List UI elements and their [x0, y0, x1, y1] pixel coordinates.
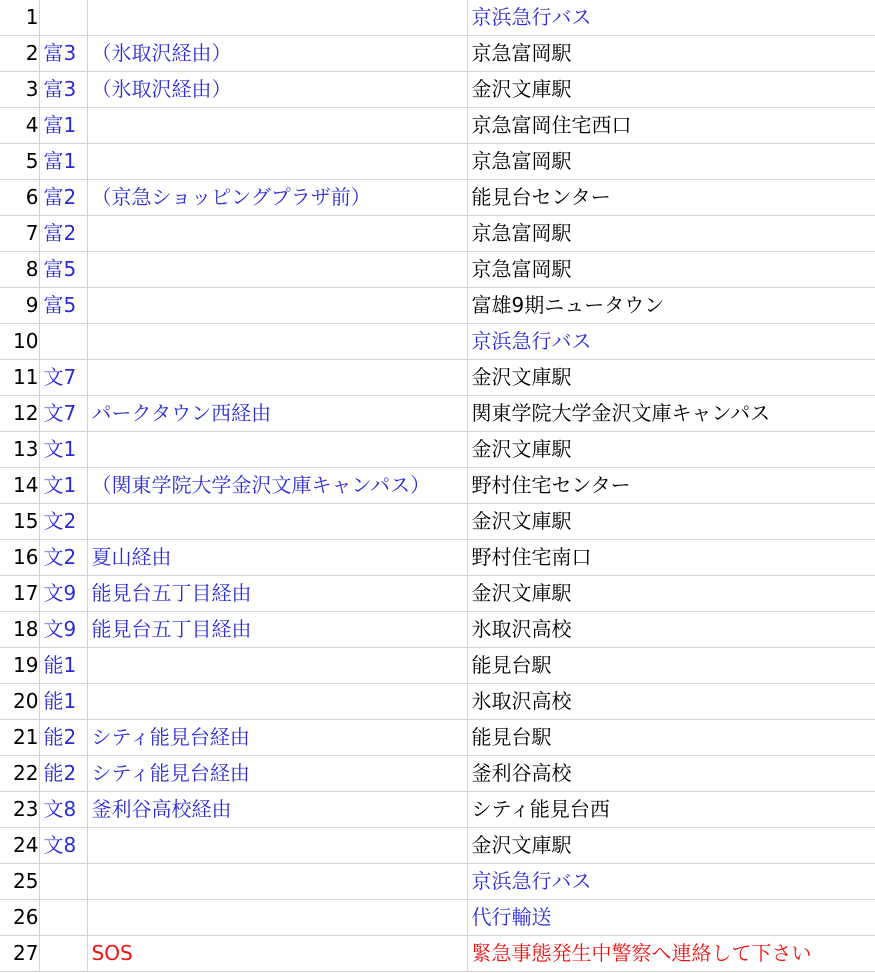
destination-cell[interactable]: 金沢文庫駅 — [467, 576, 875, 612]
destination-cell[interactable]: 京急富岡駅 — [467, 144, 875, 180]
table-row — [0, 72, 875, 108]
table-row — [0, 252, 875, 288]
row-number-cell[interactable]: 23 — [0, 792, 39, 828]
via-cell[interactable] — [87, 108, 467, 144]
route-cell[interactable]: 富5 — [39, 252, 87, 288]
via-cell[interactable]: 能見台五丁目経由 — [87, 612, 467, 648]
table-row — [0, 684, 875, 720]
route-cell[interactable]: 文2 — [39, 540, 87, 576]
route-cell[interactable]: 文7 — [39, 396, 87, 432]
route-cell[interactable]: 富5 — [39, 288, 87, 324]
destination-cell[interactable]: 金沢文庫駅 — [467, 828, 875, 864]
route-cell[interactable]: 文1 — [39, 432, 87, 468]
via-cell[interactable]: （氷取沢経由） — [87, 72, 467, 108]
route-cell[interactable]: 富2 — [39, 180, 87, 216]
row-number-cell[interactable]: 16 — [0, 540, 39, 576]
via-cell[interactable] — [87, 324, 467, 360]
row-number-cell[interactable]: 14 — [0, 468, 39, 504]
table-row — [0, 648, 875, 684]
route-cell[interactable] — [39, 0, 87, 36]
route-cell[interactable]: 富3 — [39, 72, 87, 108]
via-cell[interactable]: シティ能見台経由 — [87, 756, 467, 792]
route-cell[interactable] — [39, 900, 87, 936]
table-row — [0, 864, 875, 900]
table-row — [0, 612, 875, 648]
table-row — [0, 792, 875, 828]
row-number-cell[interactable]: 19 — [0, 648, 39, 684]
route-cell[interactable]: 文1 — [39, 468, 87, 504]
destination-cell[interactable]: 金沢文庫駅 — [467, 360, 875, 396]
table-row — [0, 360, 875, 396]
row-number-cell[interactable]: 21 — [0, 720, 39, 756]
route-cell[interactable]: 文2 — [39, 504, 87, 540]
destination-cell[interactable]: 能見台センター — [467, 180, 875, 216]
table-row — [0, 756, 875, 792]
route-cell[interactable]: 文9 — [39, 612, 87, 648]
destination-cell[interactable]: 京急富岡駅 — [467, 36, 875, 72]
table-row — [0, 936, 875, 972]
route-cell[interactable]: 富1 — [39, 144, 87, 180]
via-cell[interactable] — [87, 0, 467, 36]
via-cell[interactable] — [87, 504, 467, 540]
via-cell[interactable]: 能見台五丁目経由 — [87, 576, 467, 612]
destination-cell[interactable]: 氷取沢高校 — [467, 612, 875, 648]
via-cell[interactable] — [87, 900, 467, 936]
destination-cell[interactable]: 氷取沢高校 — [467, 684, 875, 720]
table-row — [0, 432, 875, 468]
destination-cell[interactable]: 京急富岡駅 — [467, 252, 875, 288]
row-number-cell[interactable]: 9 — [0, 288, 39, 324]
row-number-cell[interactable]: 13 — [0, 432, 39, 468]
table-row — [0, 216, 875, 252]
via-cell[interactable]: シティ能見台経由 — [87, 720, 467, 756]
route-cell[interactable] — [39, 936, 87, 972]
table-row — [0, 180, 875, 216]
destination-cell[interactable]: シティ能見台西 — [467, 792, 875, 828]
destination-cell[interactable]: 野村住宅南口 — [467, 540, 875, 576]
row-number-cell[interactable]: 11 — [0, 360, 39, 396]
destination-cell[interactable]: 富雄9期ニュータウン — [467, 288, 875, 324]
destination-cell[interactable]: 能見台駅 — [467, 720, 875, 756]
route-cell[interactable]: 文8 — [39, 828, 87, 864]
route-cell[interactable]: 能2 — [39, 720, 87, 756]
row-number-cell[interactable]: 10 — [0, 324, 39, 360]
table-row — [0, 504, 875, 540]
row-number-cell[interactable]: 17 — [0, 576, 39, 612]
row-number-cell[interactable]: 24 — [0, 828, 39, 864]
destination-cell[interactable]: 能見台駅 — [467, 648, 875, 684]
destination-cell[interactable]: 金沢文庫駅 — [467, 72, 875, 108]
row-number-cell[interactable]: 2 — [0, 36, 39, 72]
row-number-cell[interactable]: 15 — [0, 504, 39, 540]
destination-cell[interactable]: 代行輸送 — [467, 900, 875, 936]
route-cell[interactable]: 富1 — [39, 108, 87, 144]
destination-cell[interactable]: 緊急事態発生中警察へ連絡して下さい — [467, 936, 875, 972]
row-number-cell[interactable]: 20 — [0, 684, 39, 720]
row-number-cell[interactable]: 26 — [0, 900, 39, 936]
table-row — [0, 396, 875, 432]
table-row — [0, 540, 875, 576]
row-number-cell[interactable]: 5 — [0, 144, 39, 180]
via-cell[interactable] — [87, 288, 467, 324]
row-number-cell[interactable]: 7 — [0, 216, 39, 252]
via-cell[interactable]: 釜利谷高校経由 — [87, 792, 467, 828]
via-cell[interactable] — [87, 864, 467, 900]
table-row — [0, 324, 875, 360]
via-cell[interactable] — [87, 684, 467, 720]
row-number-cell[interactable]: 18 — [0, 612, 39, 648]
route-cell[interactable]: 文9 — [39, 576, 87, 612]
row-number-cell[interactable]: 4 — [0, 108, 39, 144]
table-row — [0, 288, 875, 324]
via-cell[interactable] — [87, 648, 467, 684]
destination-cell[interactable]: 京浜急行バス — [467, 0, 875, 36]
via-cell[interactable] — [87, 828, 467, 864]
table-row — [0, 468, 875, 504]
destination-cell[interactable]: 金沢文庫駅 — [467, 504, 875, 540]
table-row — [0, 720, 875, 756]
via-cell[interactable]: （関東学院大学金沢文庫キャンパス） — [87, 468, 467, 504]
route-cell[interactable] — [39, 324, 87, 360]
table-row — [0, 0, 875, 36]
row-number-cell[interactable]: 1 — [0, 0, 39, 36]
table-row — [0, 828, 875, 864]
row-number-cell[interactable]: 6 — [0, 180, 39, 216]
destination-cell[interactable]: 京急富岡駅 — [467, 216, 875, 252]
via-cell[interactable] — [87, 432, 467, 468]
table-row — [0, 576, 875, 612]
table-row — [0, 900, 875, 936]
destination-cell[interactable]: 京浜急行バス — [467, 864, 875, 900]
row-number-cell[interactable]: 8 — [0, 252, 39, 288]
via-cell[interactable]: （氷取沢経由） — [87, 36, 467, 72]
via-cell[interactable]: SOS — [87, 936, 467, 972]
via-cell[interactable] — [87, 144, 467, 180]
route-cell[interactable]: 文7 — [39, 360, 87, 396]
row-number-cell[interactable]: 27 — [0, 936, 39, 972]
table-row — [0, 144, 875, 180]
row-number-cell[interactable]: 22 — [0, 756, 39, 792]
via-cell[interactable]: 夏山経由 — [87, 540, 467, 576]
destination-cell[interactable]: 金沢文庫駅 — [467, 432, 875, 468]
via-cell[interactable] — [87, 216, 467, 252]
row-number-cell[interactable]: 12 — [0, 396, 39, 432]
route-cell[interactable]: 富3 — [39, 36, 87, 72]
via-cell[interactable]: （京急ショッピングプラザ前） — [87, 180, 467, 216]
via-cell[interactable] — [87, 252, 467, 288]
route-cell[interactable]: 富2 — [39, 216, 87, 252]
route-cell[interactable]: 文8 — [39, 792, 87, 828]
table-row — [0, 108, 875, 144]
destination-cell[interactable]: 野村住宅センター — [467, 468, 875, 504]
destination-cell[interactable]: 釜利谷高校 — [467, 756, 875, 792]
destination-cell[interactable]: 関東学院大学金沢文庫キャンパス — [467, 396, 875, 432]
route-cell[interactable]: 能2 — [39, 756, 87, 792]
route-cell[interactable]: 能1 — [39, 648, 87, 684]
route-cell[interactable]: 能1 — [39, 684, 87, 720]
row-number-cell[interactable]: 25 — [0, 864, 39, 900]
row-number-cell[interactable]: 3 — [0, 72, 39, 108]
destination-cell[interactable]: 京浜急行バス — [467, 324, 875, 360]
table-row — [0, 36, 875, 72]
via-cell[interactable] — [87, 360, 467, 396]
destination-cell[interactable]: 京急富岡住宅西口 — [467, 108, 875, 144]
route-cell[interactable] — [39, 864, 87, 900]
via-cell[interactable]: パークタウン西経由 — [87, 396, 467, 432]
